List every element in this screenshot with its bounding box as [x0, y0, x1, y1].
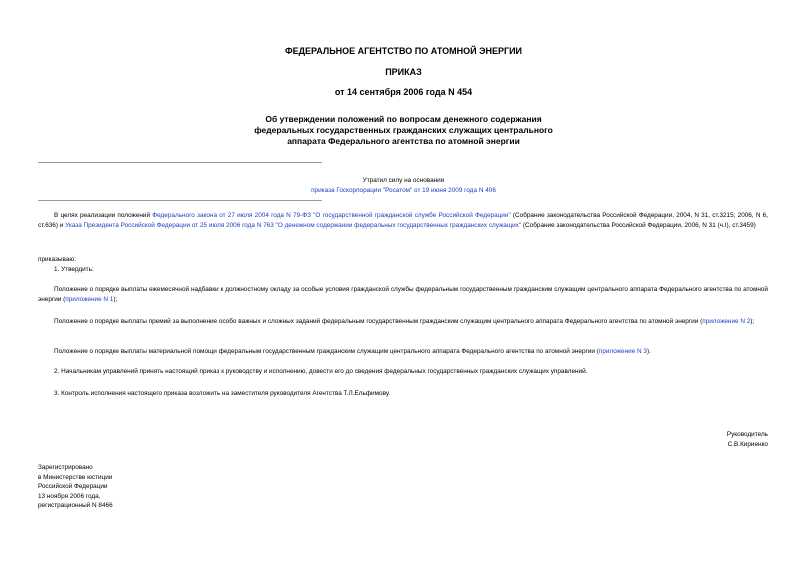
title-line-2: федеральных государственных гражданских служащих центрального [254, 125, 553, 135]
preamble-text-3: (Собрание законодательства Российской Федерации, 2006, N 31 (ч.I), ст.3459) [521, 221, 756, 229]
agency-heading: ФЕДЕРАЛЬНОЕ АГЕНТСТВО ПО АТОМНОЙ ЭНЕРГИИ [284, 46, 523, 56]
divider-top [38, 162, 322, 163]
registration-line-4: 13 ноября 2006 года, [38, 492, 101, 500]
regulation-3 [38, 347, 768, 357]
preamble-text-1: В целях реализации положений [54, 212, 153, 219]
regulation-3-end: ). [646, 348, 651, 355]
appendix-1-link[interactable]: приложение N 1 [65, 295, 114, 303]
document-title [0, 114, 807, 147]
regulation-1 [38, 285, 768, 304]
registration-line-5: регистрационный N 8466 [38, 502, 113, 509]
registration-line-2: в Министерстве юстиции [38, 473, 113, 481]
preamble-text-2: (Собрание законодательства Российской Федерации, 2004, N 31, ст.3215; 2006, N 6, ст.636) и [38, 212, 768, 229]
item-3: 3. Контроль исполнения настоящего приказа возложить на заместителя руководителя Агентства Т.Л.Ельфимову. [54, 390, 391, 397]
preamble-paragraph [38, 211, 768, 230]
status-note-text: Утратил силу на основании [362, 177, 445, 184]
regulation-2-end: ); [750, 318, 755, 325]
regulation-1-text: Положение о порядке выплаты ежемесячной надбавки к должностному окладу за особые условия гражданской службы федеральным государственным гражданским служащим центрального аппарата Федерального агентства по атомной энергии ( [38, 286, 768, 303]
item-2: 2. Начальникам управлений принять настоящий приказ к руководству и исполнению, довести его до сведения федеральных государственных гражданских служащих управлений. [54, 368, 588, 375]
registration-line-3: Российской Федерации [38, 483, 108, 490]
signature-block [727, 430, 768, 449]
title-line-3: аппарата Федерального агентства по атомной энергии [287, 136, 520, 146]
presidential-decree-link[interactable]: Указа Президента Российской Федерации от 25 июля 2006 года N 763 "О денежном содержании федеральных государственных гражданских служащих" [65, 221, 522, 229]
regulation-2 [38, 317, 768, 327]
date-number: от 14 сентября 2006 года N 454 [334, 87, 473, 97]
divider-bottom [38, 200, 322, 201]
status-note [0, 176, 807, 195]
status-note-link[interactable]: приказа Госкорпорации "Росатом" от 19 июня 2009 года N 406 [311, 186, 496, 194]
signature-role: Руководитель [726, 431, 768, 438]
regulation-1-end: ); [113, 295, 118, 303]
federal-law-link[interactable]: Федерального закона от 27 июля 2004 года N 79-ФЗ "О государственной гражданской службе Российской Федерации" [152, 212, 511, 219]
registration-block [38, 463, 113, 511]
regulation-3-text: Положение о порядке выплаты материальной помощи федеральным государственным гражданским служащим центрального аппарата Федерального агентства по атомной энергии ( [54, 348, 599, 355]
registration-line-1: Зарегистрировано [38, 464, 93, 471]
signature-name: С.В.Кириенко [727, 440, 768, 448]
doc-type-heading: ПРИКАЗ [385, 67, 422, 77]
appendix-3-link[interactable]: приложение N 3 [598, 348, 647, 355]
title-line-1: Об утверждении положений по вопросам денежного содержания [265, 114, 542, 124]
item-1: 1. Утвердить: [54, 266, 94, 273]
appendix-2-link[interactable]: приложение N 2 [702, 318, 751, 325]
prikazyvayu-label: приказываю: [38, 256, 76, 263]
regulation-2-text: Положение о порядке выплаты премий за выполнение особо важных и сложных заданий федеральным государственным гражданским служащим центрального аппарата Федерального агентства по атомной энергии ( [54, 318, 703, 325]
